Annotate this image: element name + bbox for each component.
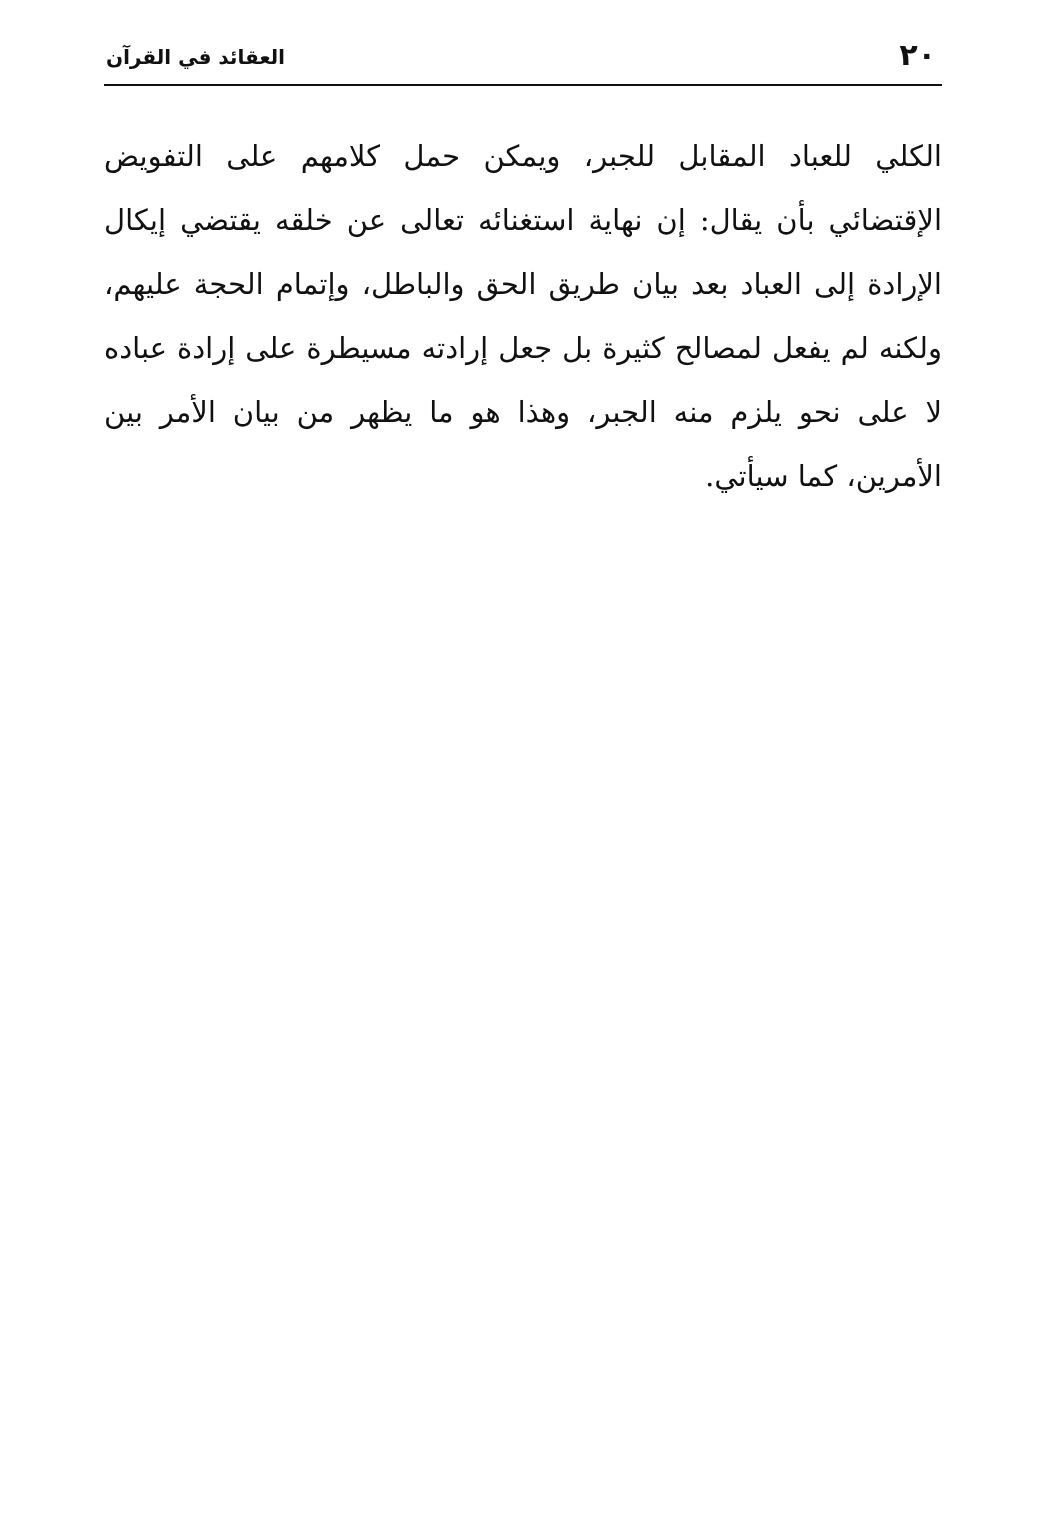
text-line: لا على نحو يلزم منه الجبر، وهذا هو ما يظهر من بيان الأمر بين bbox=[104, 395, 942, 429]
page-number: ٢٠ bbox=[899, 38, 936, 73]
text-line: الأمرين، كما سيأتي. bbox=[705, 459, 942, 493]
text-line: ولكنه لم يفعل لمصالح كثيرة بل جعل إرادته مسيطرة على إرادة عباده bbox=[104, 331, 942, 365]
text-line: الإرادة إلى العباد بعد بيان طريق الحق والباطل، وإتمام الحجة عليهم، bbox=[104, 267, 942, 301]
body-paragraph bbox=[104, 124, 942, 508]
page-header bbox=[104, 34, 942, 86]
text-line: الكلي للعباد المقابل للجبر، ويمكن حمل كلامهم على التفويض bbox=[104, 139, 942, 173]
text-line: الإقتضائي بأن يقال: إن نهاية استغنائه تعالى عن خلقه يقتضي إيكال bbox=[104, 203, 942, 237]
running-title: العقائد في القرآن bbox=[106, 45, 286, 69]
